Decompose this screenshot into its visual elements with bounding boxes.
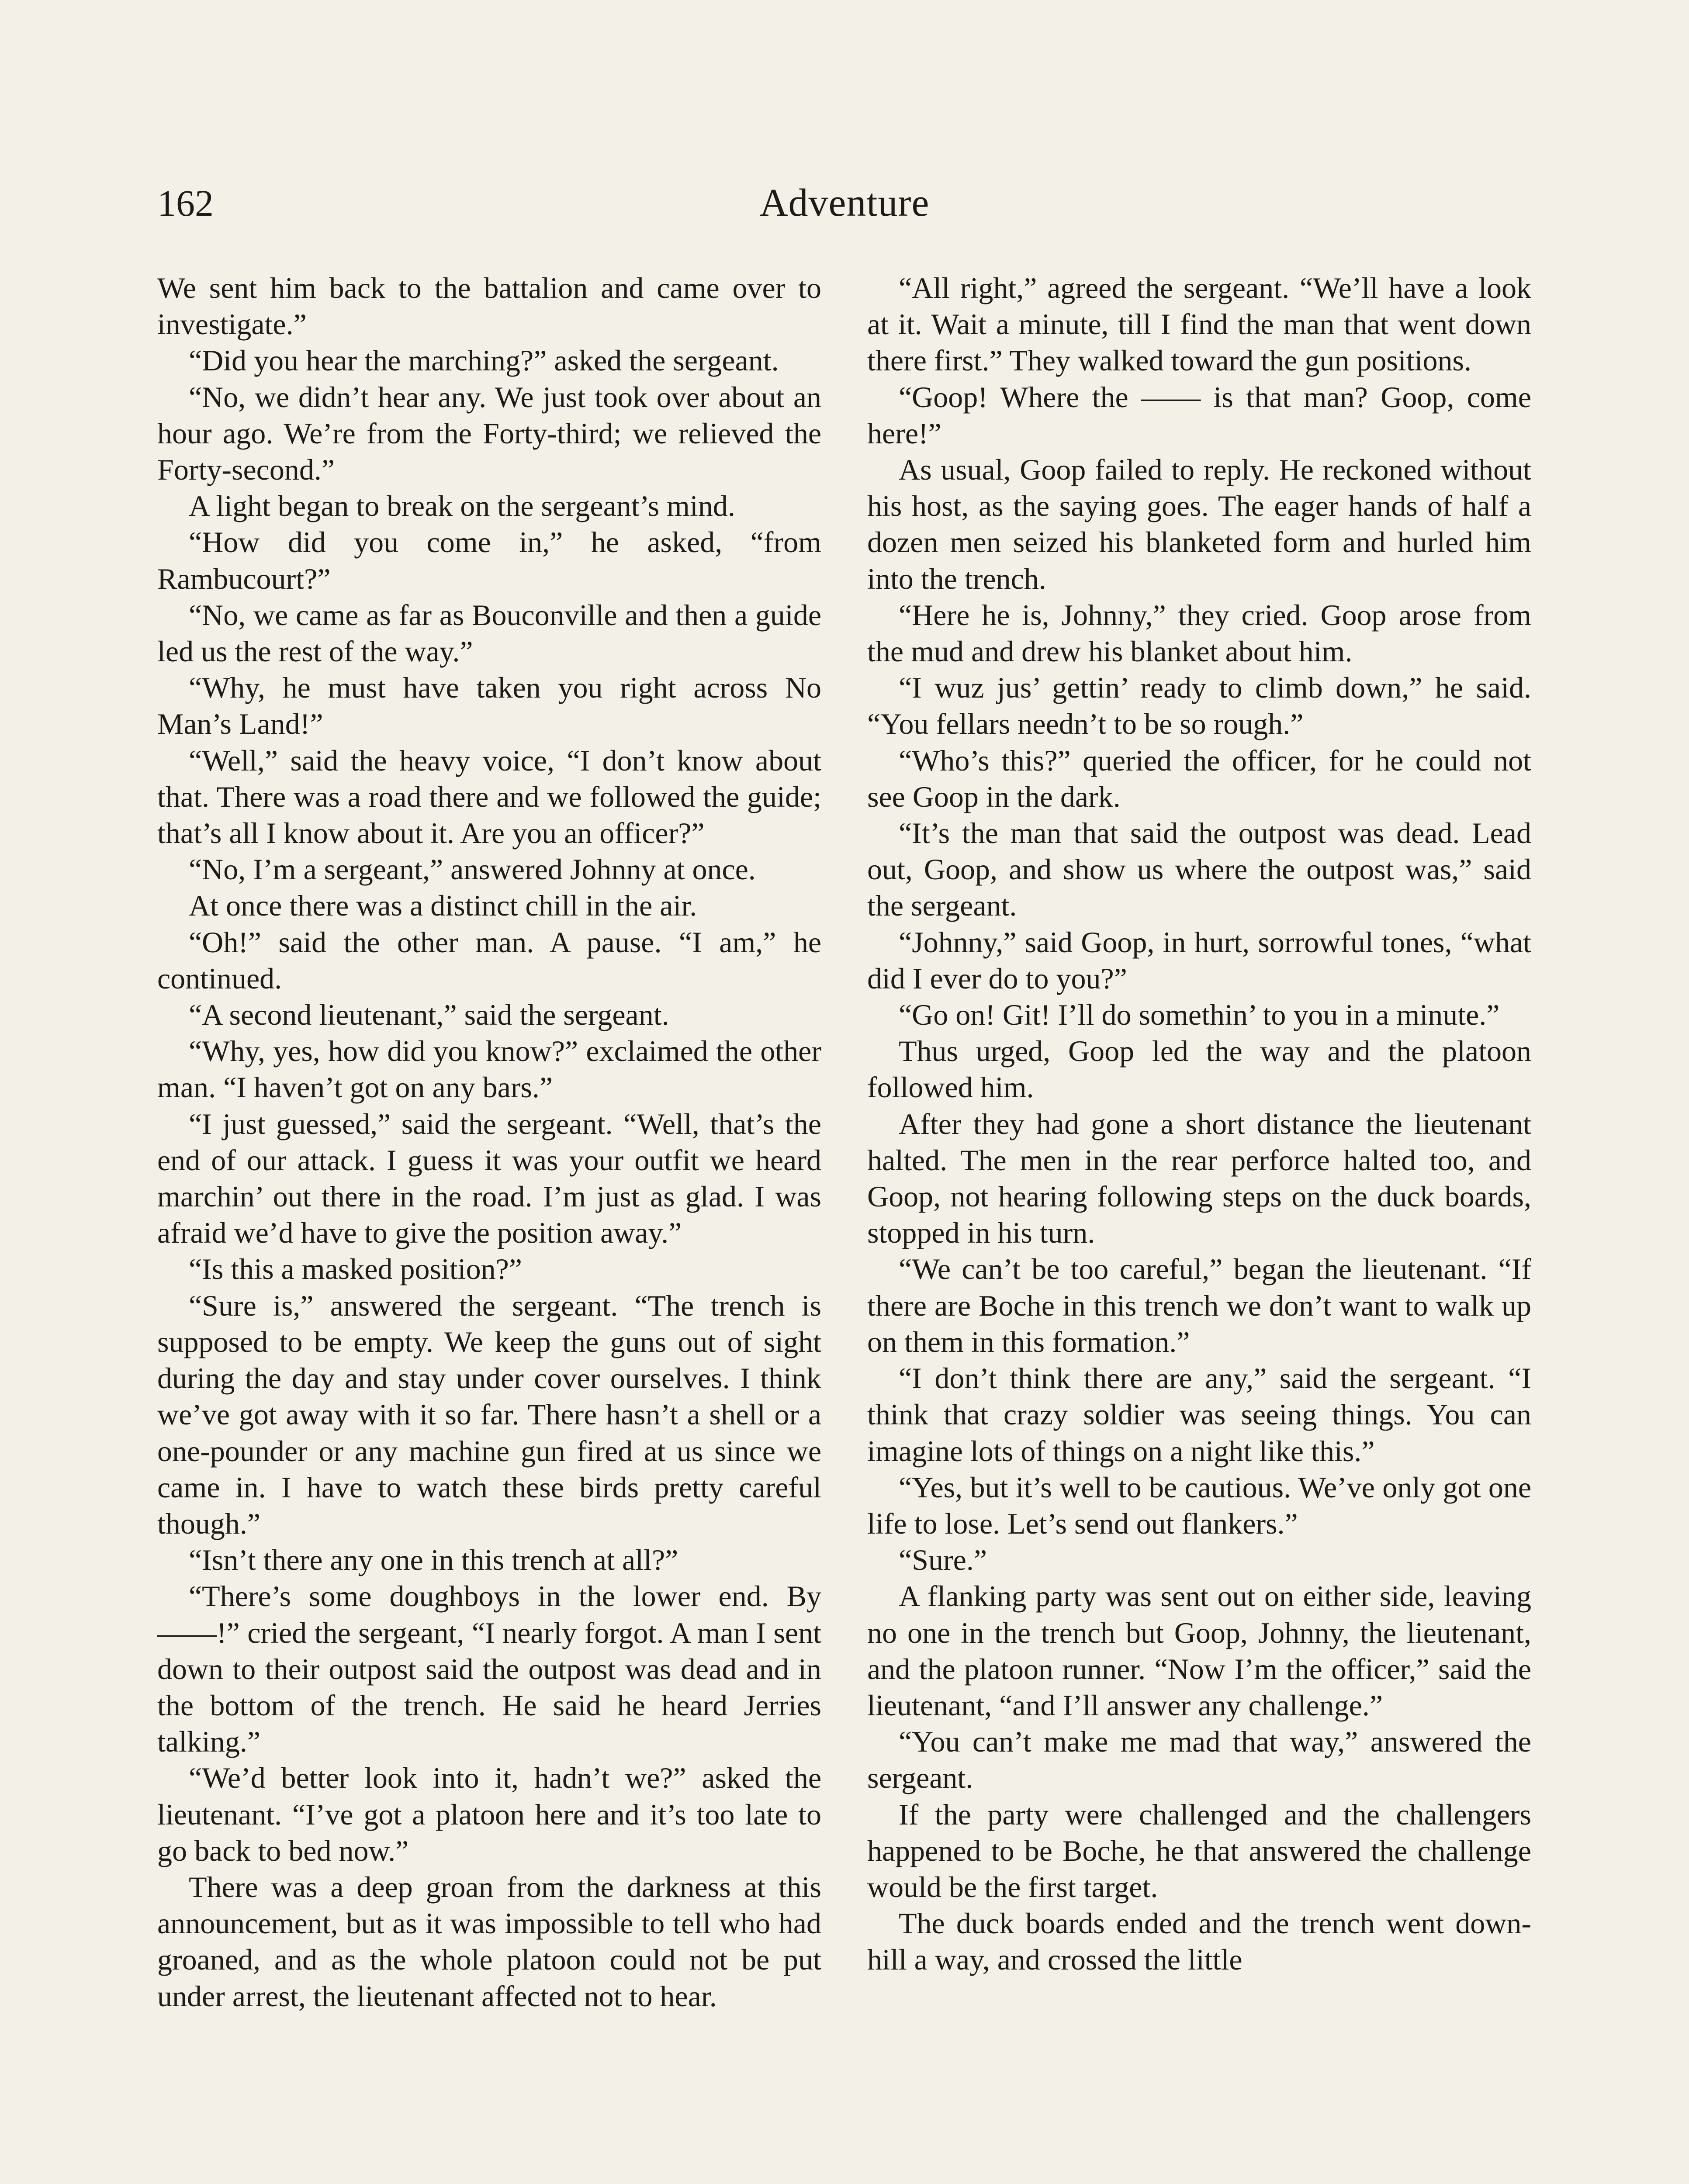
paragraph: “How did you come in,” he asked, “from Rambucourt?” [157, 525, 821, 595]
paragraph: At once there was a distinct chill in the air. [189, 889, 697, 923]
paragraph: “Well,” said the heavy voice, “I don’t know about that. There was a road there and we followed the guide; that’s all I know about it. Are you an officer?” [157, 743, 821, 850]
paragraph: “I don’t think there are any,” said the sergeant. “I think that crazy soldier was seeing things. You can imagine lots of things on a night like this.” [867, 1362, 1531, 1468]
paragraph: “Go on! Git! I’ll do somethin’ to you in a minute.” [899, 998, 1500, 1032]
paragraph: After they had gone a short distance the lieutenant halted. The men in the rear perforce halted too, and Goop, not hearing following steps on the duck boards, stopped in his turn. [867, 1107, 1531, 1250]
paragraph: “You can’t make me mad that way,” answered the sergeant. [867, 1725, 1531, 1795]
paragraph: “Why, yes, how did you know?” exclaimed the other man. “I haven’t got on any bars.” [157, 1034, 821, 1104]
paragraph: “Did you hear the marching?” asked the sergeant. [189, 344, 779, 377]
paragraph: “I just guessed,” said the sergeant. “Well, that’s the end of our attack. I guess it was your outfit we heard marchin’ out there in the road. I’m just as glad. I was afraid we’d have to give the position away.” [157, 1107, 821, 1250]
paragraph: Thus urged, Goop led the way and the platoon followed him. [867, 1034, 1531, 1104]
right-column [867, 270, 1531, 1978]
paragraph: A light began to break on the sergeant’s mind. [189, 489, 735, 523]
paragraph: “Isn’t there any one in this trench at all?” [189, 1543, 678, 1577]
paragraph: “Sure.” [899, 1543, 987, 1577]
paragraph: “There’s some doughboys in the lower end. By ——!” cried the sergeant, “I nearly forgot. A man I sent down to their outpost said the outpost was dead and in the bottom of the trench. He said he heard Jerries talking.” [157, 1579, 821, 1759]
left-column [157, 270, 821, 2015]
paragraph: “Goop! Where the —— is that man? Goop, come here!” [867, 380, 1531, 450]
running-title: Adventure [759, 181, 930, 225]
paragraph: “Why, he must have taken you right across No Man’s Land!” [157, 671, 821, 741]
paragraph: “It’s the man that said the outpost was dead. Lead out, Goop, and show us where the outpost was,” said the sergeant. [867, 816, 1531, 923]
paragraph: “Here he is, Johnny,” they cried. Goop arose from the mud and drew his blanket about him. [867, 598, 1531, 668]
paragraph: “We’d better look into it, hadn’t we?” asked the lieutenant. “I’ve got a platoon here and it’s too late to go back to bed now.” [157, 1761, 821, 1867]
paragraph: “No, we came as far as Bouconville and then a guide led us the rest of the way.” [157, 598, 821, 668]
paragraph: As usual, Goop failed to reply. He reckoned without his host, as the saying goes. The eager hands of half a dozen men seized his blanketed form and hurled him into the trench. [867, 453, 1531, 595]
paragraph: “Who’s this?” queried the officer, for he could not see Goop in the dark. [867, 743, 1531, 813]
paragraph: “Oh!” said the other man. A pause. “I am,” he continued. [157, 925, 821, 995]
paragraph: “A second lieutenant,” said the sergeant. [189, 998, 669, 1032]
paragraph: “Sure is,” answered the sergeant. “The trench is supposed to be empty. We keep the guns out of sight during the day and stay under cover ourselves. I think we’ve got away with it so far. There hasn’t a shell or a one-pounder or any machine gun fired at us since we came in. I have to watch these birds pretty careful though.” [157, 1289, 821, 1540]
paragraph: There was a deep groan from the darkness at this announcement, but as it was impossible to tell who had groaned, and as the whole platoon could not be put under arrest, the lieutenant affected not to hear. [157, 1870, 821, 2013]
page-header [0, 177, 1689, 234]
paragraph: We sent him back to the battalion and came over to investigate.” [157, 271, 821, 341]
paragraph: “Yes, but it’s well to be cautious. We’ve only got one life to lose. Let’s send out flankers.” [867, 1470, 1531, 1540]
paragraph: “We can’t be too careful,” began the lieutenant. “If there are Boche in this trench we don’t want to walk up on them in this formation.” [867, 1252, 1531, 1358]
paragraph: “Is this a masked position?” [189, 1252, 522, 1286]
paragraph: “No, we didn’t hear any. We just took over about an hour ago. We’re from the Forty-third; we relieved the Forty-second.” [157, 380, 821, 487]
paragraph: A flanking party was sent out on either side, leaving no one in the trench but Goop, Johnny, the lieutenant, and the platoon runner. “Now I’m the officer,” said the lieutenant, “and I’ll answer any challenge.” [867, 1579, 1531, 1722]
paragraph: The duck boards ended and the trench went down-hill a way, and crossed the little [867, 1907, 1531, 1977]
paragraph: “Johnny,” said Goop, in hurt, sorrowful tones, “what did I ever do to you?” [867, 925, 1531, 995]
page-number: 162 [157, 182, 214, 224]
paragraph: “No, I’m a sergeant,” answered Johnny at once. [189, 853, 756, 886]
paragraph: “All right,” agreed the sergeant. “We’ll have a look at it. Wait a minute, till I find the man that went down there first.” They walked toward the gun positions. [867, 271, 1531, 377]
paragraph: If the party were challenged and the challengers happened to be Boche, he that answered the challenge would be the first target. [867, 1797, 1531, 1904]
paragraph: “I wuz jus’ gettin’ ready to climb down,” he said. “You fellars needn’t to be so rough.” [867, 671, 1531, 741]
